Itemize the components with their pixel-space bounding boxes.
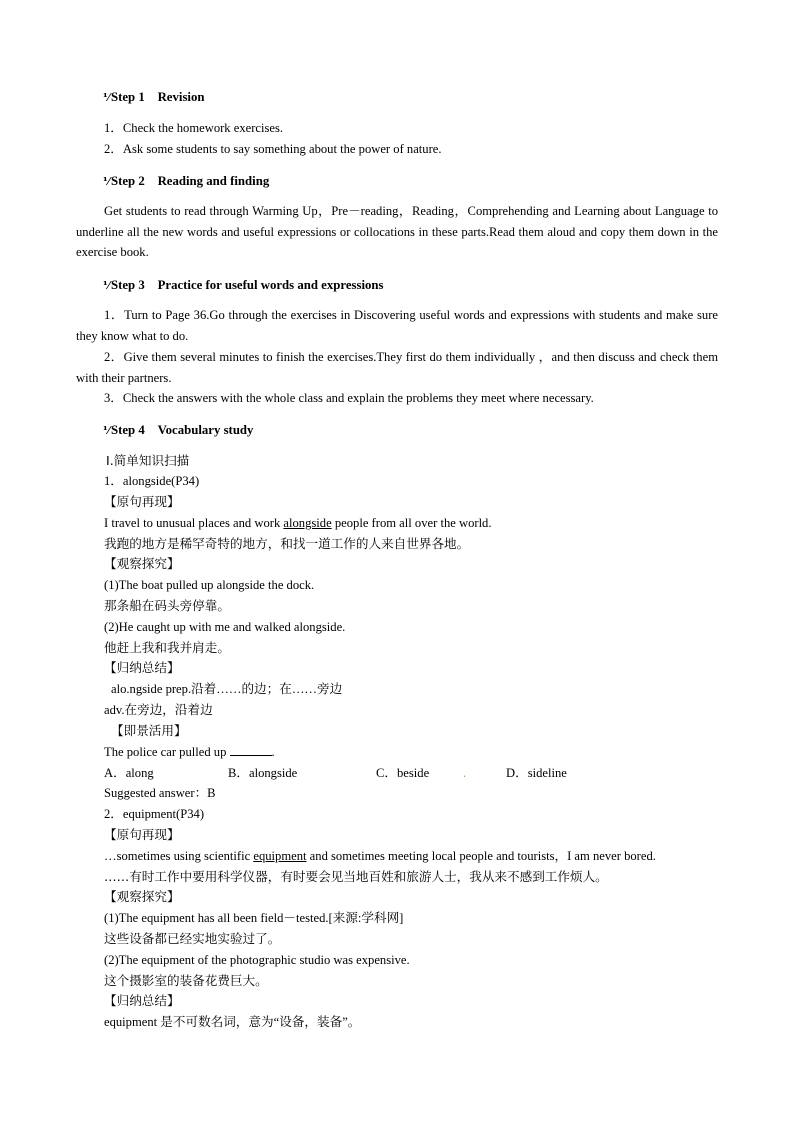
section-heading: Ⅰ.简单知识扫描 bbox=[106, 453, 190, 468]
word1-tag-original: 【原句再现】 bbox=[104, 494, 180, 509]
word2-summary-1: equipment 是不可数名词，意为“设备，装备”。 bbox=[104, 1015, 361, 1029]
word1-original-sentence: I travel to unusual places and work alongside people from all over the world. bbox=[104, 516, 492, 530]
step1-item-2: 2．Ask some students to say something about the power of nature. bbox=[104, 142, 442, 156]
word1-question: The police car pulled up . bbox=[104, 745, 275, 759]
word1-example-2: (2)He caught up with me and walked alongside. bbox=[104, 620, 346, 634]
underlined-word: equipment bbox=[253, 849, 307, 863]
step-marker-icon: ⅟ bbox=[103, 425, 110, 437]
word1-tag-summary: 【归纳总结】 bbox=[104, 660, 180, 675]
word2-tag-observe: 【观察探究】 bbox=[104, 889, 180, 904]
step3-heading bbox=[103, 277, 384, 294]
step1-title: Step 1 Revision bbox=[111, 90, 205, 104]
step1-heading bbox=[103, 89, 205, 106]
word1-example-1: (1)The boat pulled up alongside the dock. bbox=[104, 578, 315, 592]
step-marker-icon: ⅟ bbox=[103, 176, 110, 188]
step2-heading bbox=[103, 173, 269, 190]
step3-item-2: 2．Give them several minutes to finish the exercises.They first do them individually ，and then discuss and check them with their partners. bbox=[76, 350, 718, 385]
word1-summary-2: adv.在旁边，沿着边 bbox=[104, 703, 213, 717]
word1-example-1-translation: 那条船在码头旁停靠。 bbox=[104, 598, 230, 613]
word2-example-1-translation: 这些设备都已经实地实验过了。 bbox=[104, 931, 281, 946]
word1-tag-apply: 【即景活用】 bbox=[111, 723, 187, 738]
step4-heading bbox=[103, 422, 253, 439]
word1-summary-1: alo.ngside prep.沿着……的边；在……旁边 bbox=[111, 682, 343, 696]
step-marker-icon: ⅟ bbox=[103, 280, 110, 292]
step-marker-icon: ⅟ bbox=[103, 92, 110, 104]
word2-example-2: (2)The equipment of the photographic studio was expensive. bbox=[104, 953, 410, 967]
step4-title: Step 4 Vocabulary study bbox=[111, 423, 254, 437]
word2-title: 2．equipment(P34) bbox=[104, 807, 205, 821]
word2-example-1: (1)The equipment has all been field－tested.[来源:学科网] bbox=[104, 911, 404, 925]
answer-blank bbox=[230, 744, 272, 756]
step2-title: Step 2 Reading and finding bbox=[111, 174, 270, 188]
word1-option-b: B．alongside bbox=[228, 766, 298, 780]
step2-paragraph: Get students to read through Warming Up，Pre－reading，Reading，Comprehending and Learning about Language to underline all the new words and useful expressions or collocations in these parts.Read them aloud and copy them down in the exercise book. bbox=[76, 204, 718, 260]
word1-example-2-translation: 他赶上我和我并肩走。 bbox=[104, 640, 230, 655]
step3-item-3: 3．Check the answers with the whole class and explain the problems they meet where necessary. bbox=[104, 391, 594, 405]
word2-tag-summary: 【归纳总结】 bbox=[104, 993, 180, 1008]
word1-option-c: C．beside bbox=[376, 766, 430, 780]
step1-item-1: 1．Check the homework exercises. bbox=[104, 121, 284, 135]
stray-dot: . bbox=[463, 766, 467, 780]
step3-title: Step 3 Practice for useful words and expressions bbox=[111, 278, 384, 292]
word2-original-translation: ……有时工作中要用科学仪器，有时要会见当地百姓和旅游人士，我从来不感到工作烦人。 bbox=[104, 869, 608, 884]
word2-example-2-translation: 这个摄影室的装备花费巨大。 bbox=[104, 973, 268, 988]
word1-original-translation: 我跑的地方是稀罕奇特的地方，和找一道工作的人来自世界各地。 bbox=[104, 536, 470, 551]
word1-option-d: D．sideline bbox=[506, 766, 567, 780]
word1-answer: Suggested answer：B bbox=[104, 786, 216, 800]
word2-tag-original: 【原句再现】 bbox=[104, 827, 180, 842]
word1-tag-observe: 【观察探究】 bbox=[104, 556, 180, 571]
underlined-word: alongside bbox=[283, 516, 332, 530]
step3-item-1: 1．Turn to Page 36.Go through the exercises in Discovering useful words and expressions with students and make sure they know what to do. bbox=[76, 308, 718, 343]
word2-original-sentence: …sometimes using scientific equipment and sometimes meeting local people and tourists，I am never bored. bbox=[104, 849, 656, 863]
word1-option-a: A．along bbox=[104, 766, 154, 780]
word1-title: 1．alongside(P34) bbox=[104, 474, 200, 488]
